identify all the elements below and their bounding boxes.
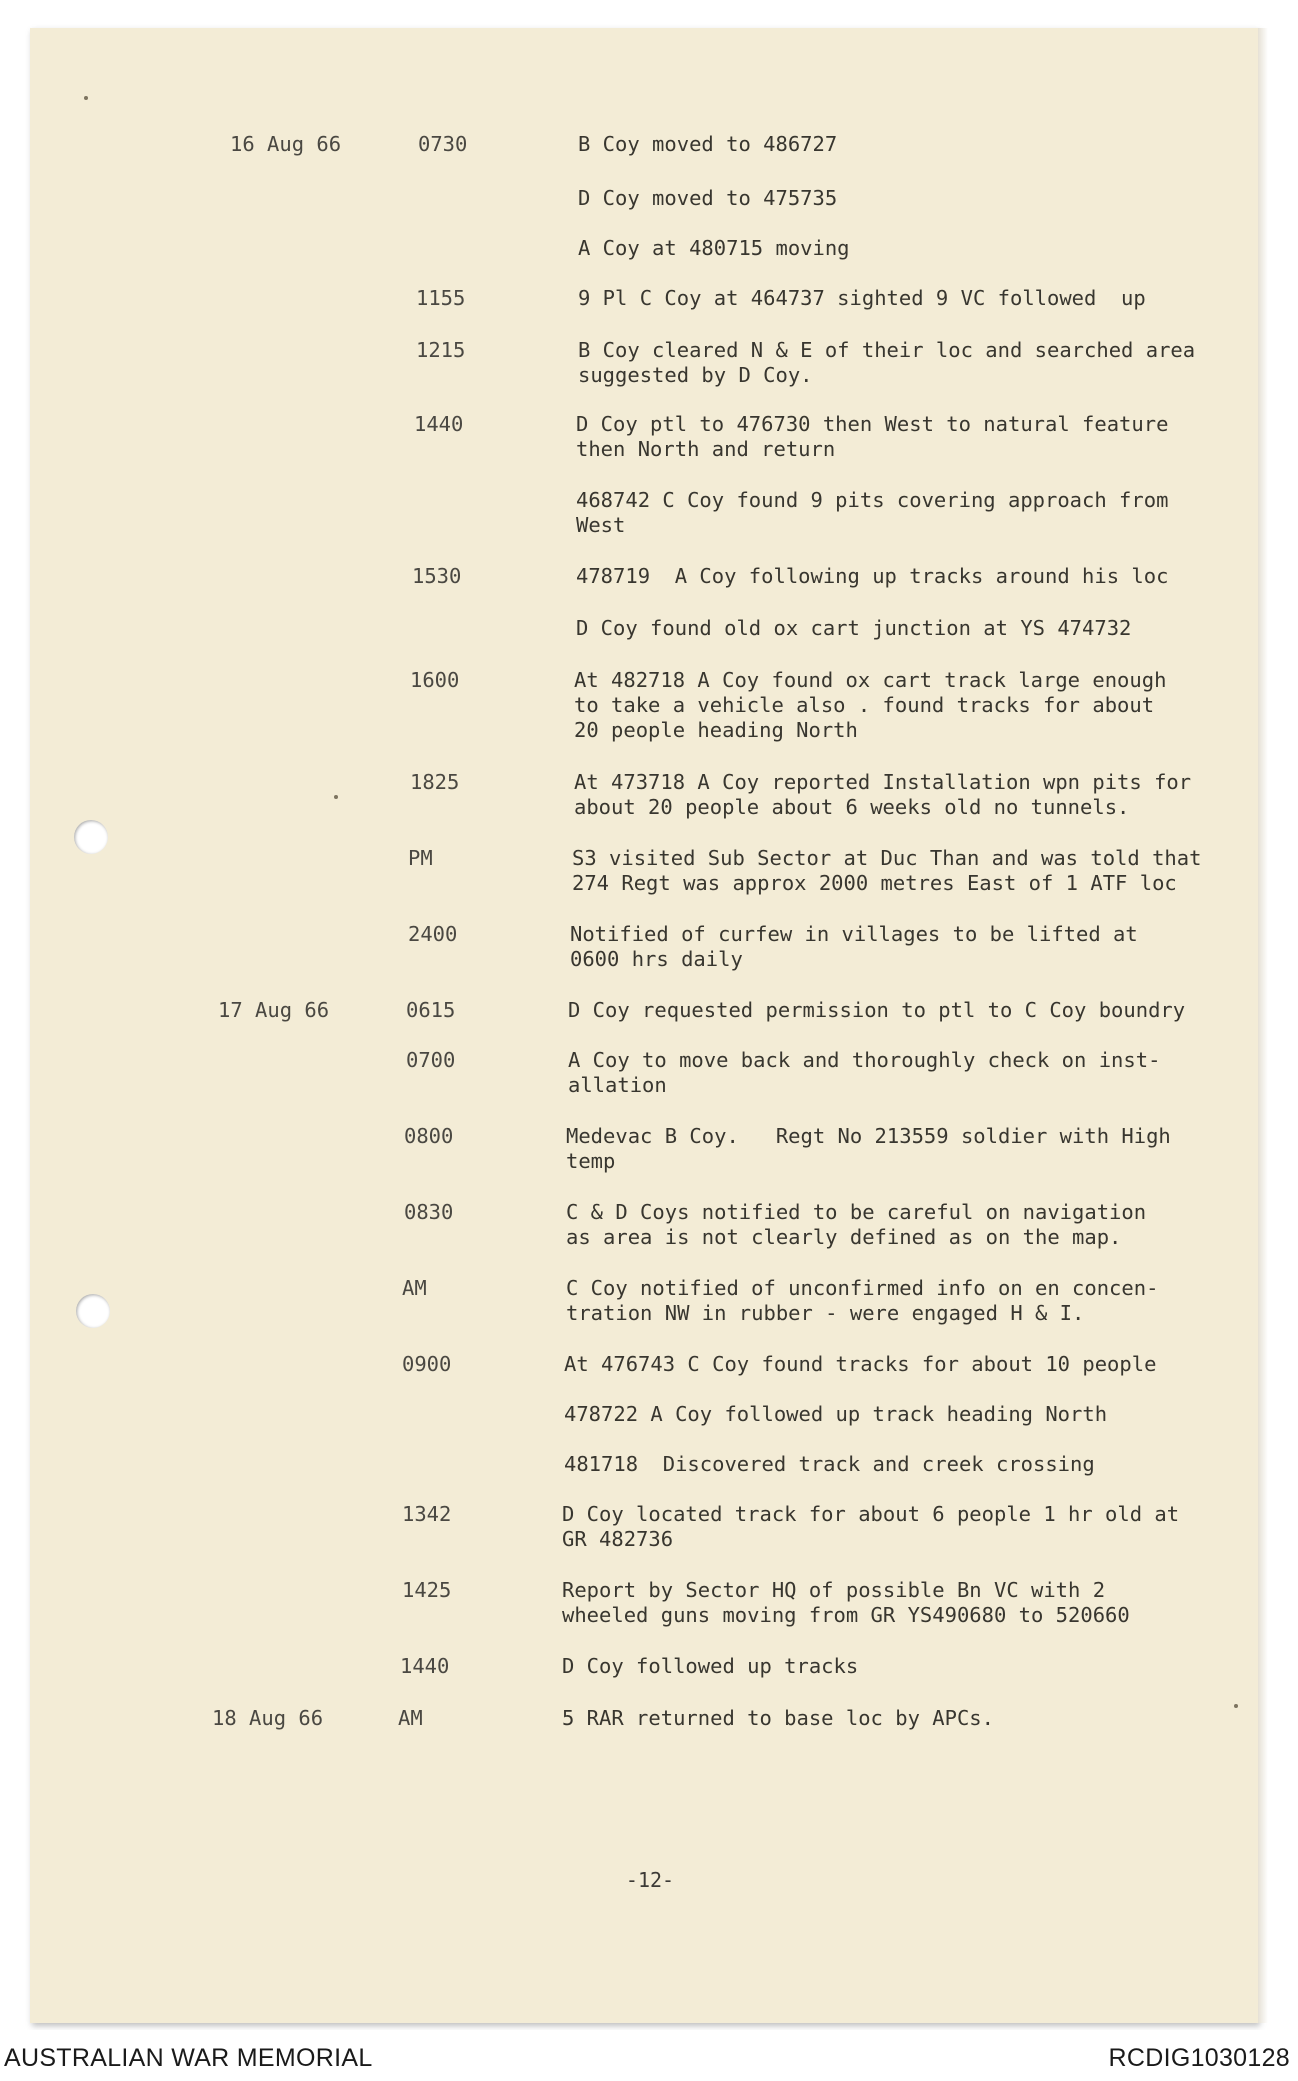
entry-date: 18 Aug 66 (212, 1706, 324, 1730)
entry-time: 2400 (408, 922, 458, 946)
entry-text: A Coy to move back and thoroughly check on inst- allation (568, 1048, 1161, 1097)
entry-time: 0700 (406, 1048, 456, 1072)
entry-text: D Coy requested permission to ptl to C Coy boundry (568, 998, 1186, 1022)
entry-text: D Coy found old ox cart junction at YS 474732 (576, 616, 1132, 640)
entry-time: AM (402, 1276, 427, 1300)
entry-time: 0800 (404, 1124, 454, 1148)
entry-text: At 476743 C Coy found tracks for about 10 people (564, 1352, 1157, 1376)
entry-time: 1155 (416, 286, 466, 310)
entry-time: 1530 (412, 564, 462, 588)
entry-text: A Coy at 480715 moving (578, 236, 850, 260)
entry-text: D Coy ptl to 476730 then West to natural feature then North and return (576, 412, 1169, 461)
entry-time: 1440 (414, 412, 464, 436)
entry-text: B Coy moved to 486727 (578, 132, 838, 156)
entry-date: 17 Aug 66 (218, 998, 330, 1022)
entry-text: At 482718 A Coy found ox cart track large enough to take a vehicle also . found tracks for about 20 people heading North (574, 668, 1167, 742)
entry-time: AM (398, 1706, 423, 1730)
entry-text: C Coy notified of unconfirmed info on en concen- tration NW in rubber - were engaged H & I. (566, 1276, 1159, 1325)
entry-text: D Coy located track for about 6 people 1 hr old at GR 482736 (562, 1502, 1180, 1551)
entry-text: S3 visited Sub Sector at Duc Than and was told that 274 Regt was approx 2000 metres East of 1 ATF loc (572, 846, 1202, 895)
entry-time: 1600 (410, 668, 460, 692)
entry-time: PM (408, 846, 433, 870)
entry-date: 16 Aug 66 (230, 132, 342, 156)
entry-text: 5 RAR returned to base loc by APCs. (562, 1706, 994, 1730)
entry-time: 0730 (418, 132, 468, 156)
entry-text: B Coy cleared N & E of their loc and searched area suggested by D Coy. (578, 338, 1196, 387)
entry-text: 468742 C Coy found 9 pits covering approach from West (576, 488, 1169, 537)
catalogue-id: RCDIG1030128 (1108, 2044, 1290, 2072)
entry-text: Report by Sector HQ of possible Bn VC with 2 wheeled guns moving from GR YS490680 to 520660 (562, 1578, 1130, 1627)
entry-text: 478722 A Coy followed up track heading North (564, 1402, 1108, 1426)
entry-time: 0900 (402, 1352, 452, 1376)
archive-footer (0, 2030, 1298, 2081)
entry-text: D Coy followed up tracks (562, 1654, 859, 1678)
entry-time: 1342 (402, 1502, 452, 1526)
entry-time: 1440 (400, 1654, 450, 1678)
entry-text: Medevac B Coy. Regt No 213559 soldier with High temp (566, 1124, 1171, 1173)
entry-text: 481718 Discovered track and creek crossing (564, 1452, 1095, 1476)
entry-time: 0615 (406, 998, 456, 1022)
entry-time: 1425 (402, 1578, 452, 1602)
institution-name: AUSTRALIAN WAR MEMORIAL (4, 2044, 373, 2072)
entry-time: 1215 (416, 338, 466, 362)
entry-text: C & D Coys notified to be careful on navigation as area is not clearly defined as on the map. (566, 1200, 1147, 1249)
entry-time: 1825 (410, 770, 460, 794)
page-number: -12- (625, 1868, 675, 1892)
entry-time: 0830 (404, 1200, 454, 1224)
entry-text: D Coy moved to 475735 (578, 186, 838, 210)
entry-text: 9 Pl C Coy at 464737 sighted 9 VC followed up (578, 286, 1146, 310)
entry-text: At 473718 A Coy reported Installation wpn pits for about 20 people about 6 weeks old no tunnels. (574, 770, 1192, 819)
entry-text: 478719 A Coy following up tracks around his loc (576, 564, 1169, 588)
entry-text: Notified of curfew in villages to be lifted at 0600 hrs daily (570, 922, 1138, 971)
